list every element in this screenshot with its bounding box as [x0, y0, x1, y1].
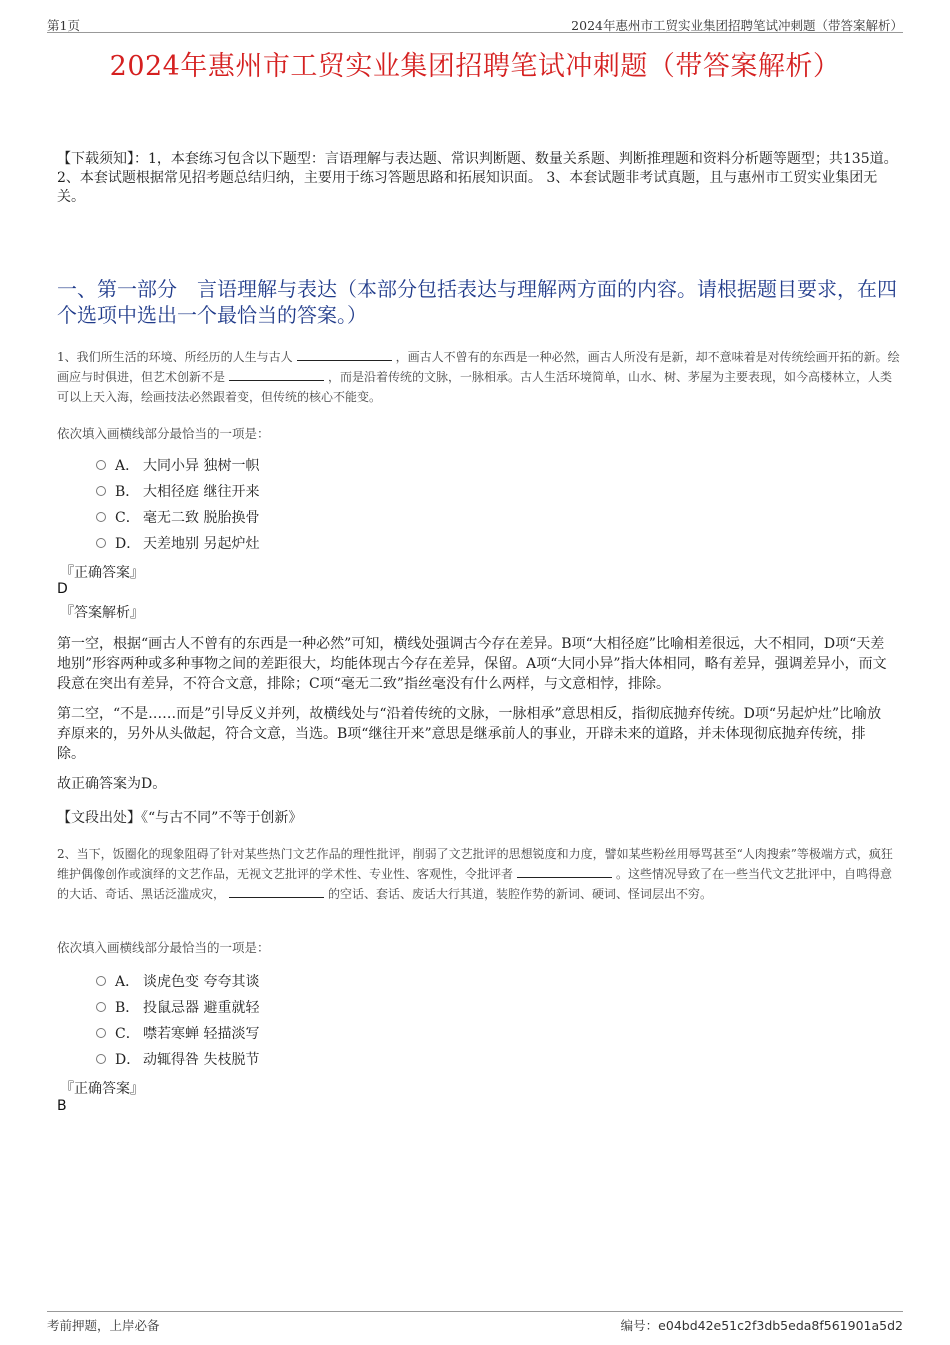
option-a[interactable]: A． 谈虎色变 夸夸其谈: [96, 968, 259, 994]
option-c[interactable]: C． 毫无二致 脱胎换骨: [96, 504, 259, 530]
radio-icon[interactable]: [96, 1002, 106, 1012]
option-a[interactable]: A． 大同小异 独树一帜: [96, 452, 259, 478]
radio-icon[interactable]: [96, 976, 106, 986]
answer-value: B: [57, 1098, 67, 1114]
answer-label: 『正确答案』: [60, 565, 144, 581]
page-footer: [47, 1311, 903, 1334]
footer-code: 编号：e04bd42e51c2f3db5eda8f561901a5d2: [620, 1318, 903, 1333]
question-1-options: [96, 452, 259, 556]
blank-2: [229, 368, 324, 381]
question-1-text: 1、我们所生活的环境、所经历的人生与古人 ，画古人不曾有的东西是一种必然，画古人所没有是新，却不意味着是对传统绘画开拓的新。绘画应与时俱进，但艺术创新不是 ，而是沿着传统的文脉，一脉相承。古人生活环境简单，山水、树、茅屋为主要表现，如今高楼林立，人类可以上天入海，绘画技法必然跟着变，但传统的核心不能变。: [57, 350, 900, 404]
section-title: 一、第一部分 言语理解与表达（本部分包括表达与理解两方面的内容。请根据题目要求，在四个选项中选出一个最恰当的答案。）: [57, 277, 897, 327]
option-c[interactable]: C． 噤若寒蝉 轻描淡写: [96, 1020, 259, 1046]
answer-value: D: [57, 581, 68, 597]
radio-icon[interactable]: [96, 1054, 106, 1064]
blank-1: [297, 348, 392, 361]
analysis-label: 『答案解析』: [60, 605, 144, 621]
page-header: [47, 14, 903, 33]
document-title: 2024年惠州市工贸实业集团招聘笔试冲刺题（带答案解析）: [109, 51, 841, 82]
footer-slogan: 考前押题，上岸必备: [47, 1318, 160, 1333]
option-b[interactable]: B． 投鼠忌器 避重就轻: [96, 994, 259, 1020]
download-notice: 【下载须知】：1，本套练习包含以下题型：言语理解与表达题、常识判断题、数量关系题、判断推理题和资料分析题等题型；共135道。 2、本套试题根据常见招考题总结归纳，主要用于练习答题思路和拓展知识面。 3、本套试题非考试真题，且与惠州市工贸实业集团无关。: [57, 151, 898, 205]
analysis-conclusion: 故正确答案为D。: [57, 776, 167, 792]
page-number: 第1页: [47, 18, 80, 33]
radio-icon[interactable]: [96, 1028, 106, 1038]
option-d[interactable]: D． 天差地别 另起炉灶: [96, 530, 259, 556]
radio-icon[interactable]: [96, 512, 106, 522]
radio-icon[interactable]: [96, 538, 106, 548]
blank-1: [517, 865, 612, 878]
radio-icon[interactable]: [96, 486, 106, 496]
question-1-prompt: 依次填入画横线部分最恰当的一项是：: [57, 426, 270, 441]
option-d[interactable]: D． 动辄得咎 失枝脱节: [96, 1046, 259, 1072]
blank-2: [229, 885, 324, 898]
answer-label: 『正确答案』: [60, 1081, 144, 1097]
question-2-options: [96, 968, 259, 1072]
question-2-prompt: 依次填入画横线部分最恰当的一项是：: [57, 940, 270, 955]
analysis-paragraph-1: 第一空，根据“画古人不曾有的东西是一种必然”可知，横线处强调古今存在差异。B项“大相径庭”比喻相差很远，大不相同，D项“天差地别”形容两种或多种事物之间的差距很大，均能体现古今存在差异，保留。A项“大同小异”指大体相同，略有差异，强调差异小，而文段意在突出有差异，不符合文意，排除；C项“毫无二致”指丝毫没有什么两样，与文意相悖，排除。: [57, 636, 887, 692]
text-source: 【文段出处】《“与古不同”不等于创新》: [57, 810, 303, 826]
option-b[interactable]: B． 大相径庭 继往开来: [96, 478, 259, 504]
question-2-text: 2、当下，饭圈化的现象阻碍了针对某些热门文艺作品的理性批评，削弱了文艺批评的思想锐度和力度，譬如某些粉丝用辱骂甚至“人肉搜索”等极端方式，疯狂维护偶像创作或演绎的文艺作品，无视文艺批评的学术性、专业性、客观性，令批评者 。这些情况导致了在一些当代文艺批评中，自鸣得意的大话、奇话、黑话泛滥成灾， 的空话、套话、废话大行其道，装腔作势的新词、硬词、怪词层出不穷。: [57, 847, 893, 901]
radio-icon[interactable]: [96, 460, 106, 470]
header-doc-title: 2024年惠州市工贸实业集团招聘笔试冲刺题（带答案解析）: [571, 18, 903, 33]
analysis-paragraph-2: 第二空，“不是……而是”引导反义并列，故横线处与“沿着传统的文脉，一脉相承”意思相反，指彻底抛弃传统。D项“另起炉灶”比喻放弃原来的，另外从头做起，符合文意，当选。B项“继往开来”意思是继承前人的事业，开辟未来的道路，并未体现彻底抛弃传统，排除。: [57, 706, 882, 762]
